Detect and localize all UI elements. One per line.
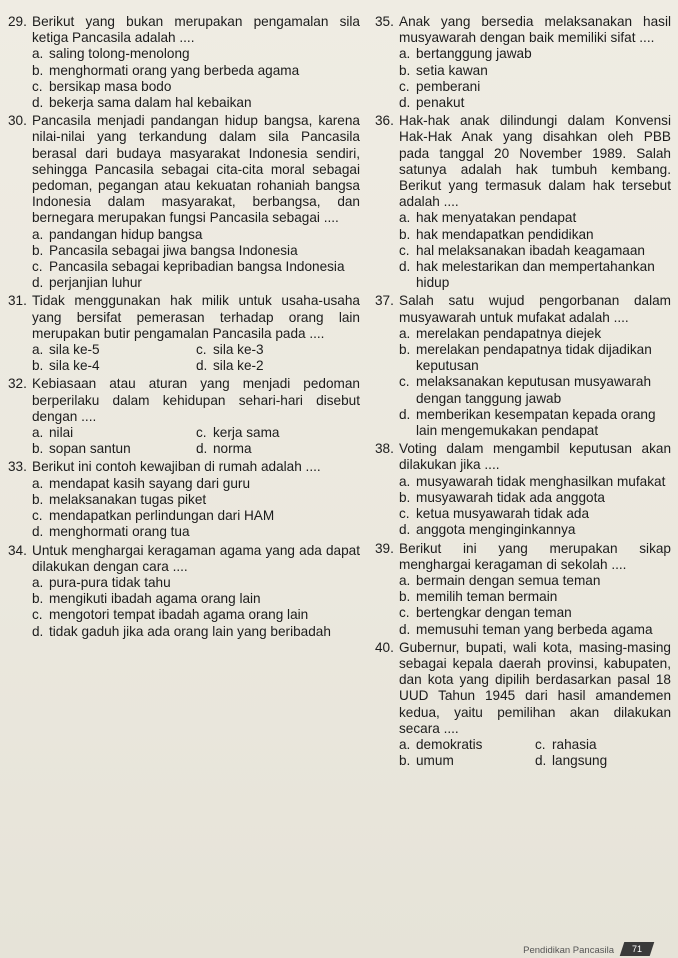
answer-option xyxy=(399,95,671,111)
answer-option xyxy=(32,607,360,623)
option-letter: d. xyxy=(399,406,411,422)
option-text: langsung xyxy=(552,753,608,769)
option-letter: d. xyxy=(399,621,411,637)
answer-option xyxy=(535,753,671,769)
question-number: 30. xyxy=(8,113,27,129)
question-stem xyxy=(8,376,360,425)
question-stem xyxy=(375,293,671,325)
answer-option xyxy=(399,326,671,342)
answer-options xyxy=(375,46,671,111)
answer-options xyxy=(8,227,360,292)
question-text: Gubernur, bupati, wali kota, masing-masing sebagai kepala daerah provinsi, kabupaten, dan kota yang dipilih berdasarkan pasal 18 UUD Tahun 1945 dari hasil amandemen kedua, yaitu pemilihan akan dilakukan secara .... xyxy=(399,639,671,736)
option-letter: c. xyxy=(32,508,43,524)
answer-options xyxy=(8,342,360,374)
option-text: Pancasila sebagai kepribadian bangsa Indonesia xyxy=(49,259,345,275)
option-text: hak menyatakan pendapat xyxy=(416,210,577,226)
answer-option xyxy=(32,63,360,79)
option-letter: b. xyxy=(399,342,411,358)
option-letter: a. xyxy=(399,325,411,341)
question-stem xyxy=(8,459,360,475)
question-number: 32. xyxy=(8,376,27,392)
answer-options xyxy=(8,46,360,111)
question-text: Tidak menggunakan hak milik untuk usaha-usaha yang bersifat pemerasan terhadap orang lain merupakan butir pengamalan Pancasila pada .... xyxy=(32,293,360,341)
question-33 xyxy=(8,459,360,540)
option-text: ketua musyawarah tidak ada xyxy=(416,506,590,522)
answer-option xyxy=(399,622,671,638)
option-letter: d. xyxy=(399,259,411,275)
answer-option xyxy=(399,753,535,769)
question-number: 31. xyxy=(8,293,27,309)
option-text: penakut xyxy=(416,95,465,111)
answer-options xyxy=(375,573,671,638)
option-letter: c. xyxy=(399,78,410,94)
question-text: Berikut ini yang merupakan sikap menghargai keragaman di sekolah .... xyxy=(399,540,671,572)
option-text: sila ke-2 xyxy=(213,358,264,374)
question-number: 38. xyxy=(375,441,394,457)
answer-options xyxy=(8,476,360,541)
answer-options xyxy=(8,425,360,457)
option-letter: c. xyxy=(399,374,410,390)
option-text: mendapatkan perlindungan dari HAM xyxy=(49,508,275,524)
option-text: norma xyxy=(213,441,252,457)
question-30 xyxy=(8,113,360,291)
question-number: 40. xyxy=(375,639,394,655)
option-text: pura-pura tidak tahu xyxy=(49,574,171,590)
option-text: hak mendapatkan pendidikan xyxy=(416,226,594,242)
option-text: memusuhi teman yang berbeda agama xyxy=(416,621,653,637)
option-text: sila ke-5 xyxy=(49,342,100,358)
option-text: sila ke-3 xyxy=(213,342,264,358)
question-stem xyxy=(375,113,671,210)
answer-option xyxy=(399,79,671,95)
option-text: sopan santun xyxy=(49,441,131,457)
answer-option xyxy=(399,259,671,291)
option-letter: d. xyxy=(196,358,208,374)
answer-option xyxy=(32,441,196,457)
option-letter: c. xyxy=(399,605,410,621)
question-29 xyxy=(8,14,360,111)
option-text: sila ke-4 xyxy=(49,358,100,374)
answer-options xyxy=(8,575,360,640)
left-column xyxy=(8,14,360,642)
question-text: Anak yang bersedia melaksanakan hasil musyawarah dengan baik memiliki sifat .... xyxy=(399,14,671,46)
answer-option xyxy=(32,425,196,441)
option-letter: b. xyxy=(399,489,411,505)
option-text: mengotori tempat ibadah agama orang lain xyxy=(49,607,309,623)
question-31 xyxy=(8,293,360,374)
question-text: Berikut yang bukan merupakan pengamalan sila ketiga Pancasila adalah .... xyxy=(32,14,360,46)
answer-option xyxy=(32,243,360,259)
option-letter: a. xyxy=(32,475,44,491)
question-text: Pancasila menjadi pandangan hidup bangsa, karena nilai-nilai yang terkandung dalam sila Pancasila berasal dari budaya masyarakat Indonesia sendiri, sehingga Pancasila sebagai cita-cita moral sebagai pedoman, pegangan atau kekuatan rohaniah bangsa Indonesia dalam masyarakat, berbangsa, dan bernegara merupakan fungsi Pancasila sebagai .... xyxy=(32,113,360,226)
answer-option xyxy=(196,425,360,441)
option-text: bekerja sama dalam hal kebaikan xyxy=(49,95,252,111)
question-stem xyxy=(375,541,671,573)
answer-option xyxy=(32,275,360,291)
answer-option xyxy=(399,522,671,538)
option-letter: b. xyxy=(399,226,411,242)
option-text: bermain dengan semua teman xyxy=(416,572,601,588)
answer-option xyxy=(399,589,671,605)
option-text: umum xyxy=(416,753,454,769)
option-letter: a. xyxy=(32,574,44,590)
option-text: melaksanakan tugas piket xyxy=(49,491,207,507)
option-text: nilai xyxy=(49,425,74,441)
answer-option xyxy=(399,342,671,374)
answer-options xyxy=(375,326,671,439)
option-letter: a. xyxy=(32,342,44,358)
option-letter: a. xyxy=(32,226,44,242)
option-letter: a. xyxy=(399,572,411,588)
option-text: hak melestarikan dan mempertahankan hidup xyxy=(416,259,655,291)
option-letter: b. xyxy=(399,753,411,769)
option-text: memberikan kesempatan kepada orang lain mengemukakan pendapat xyxy=(416,406,656,439)
option-text: bertanggung jawab xyxy=(416,46,532,62)
option-letter: d. xyxy=(399,522,411,538)
option-letter: b. xyxy=(32,491,44,507)
answer-option xyxy=(32,492,360,508)
page-footer xyxy=(523,942,652,956)
answer-option xyxy=(32,79,360,95)
option-letter: d. xyxy=(535,753,547,769)
question-text: Hak-hak anak dilindungi dalam Konvensi Hak-Hak Anak yang disahkan oleh PBB pada tanggal 20 November 1989. Salah satunya adalah hak tumbuh kembang. Berikut yang termasuk dalam hak tersebut adalah .... xyxy=(399,113,671,210)
question-stem xyxy=(8,293,360,342)
answer-option xyxy=(32,508,360,524)
question-number: 39. xyxy=(375,540,394,556)
answer-options xyxy=(375,210,671,291)
question-stem xyxy=(375,441,671,473)
option-text: mendapat kasih sayang dari guru xyxy=(49,475,251,491)
option-letter: a. xyxy=(399,736,411,752)
option-letter: d. xyxy=(32,95,44,111)
option-letter: d. xyxy=(32,524,44,540)
option-letter: c. xyxy=(399,242,410,258)
question-text: Berikut ini contoh kewajiban di rumah adalah .... xyxy=(32,459,321,475)
option-text: melaksanakan keputusan musyawarah dengan tanggung jawab xyxy=(416,374,652,406)
question-number: 29. xyxy=(8,14,27,29)
answer-option xyxy=(196,342,360,358)
option-letter: c. xyxy=(32,78,43,94)
option-text: memilih teman bermain xyxy=(416,589,558,605)
option-letter: d. xyxy=(399,95,411,111)
question-39 xyxy=(375,541,671,638)
option-text: merelakan pendapatnya diejek xyxy=(416,325,602,341)
option-letter: c. xyxy=(196,342,207,358)
option-letter: d. xyxy=(32,623,44,639)
option-letter: d. xyxy=(32,275,44,291)
answer-option xyxy=(399,490,671,506)
answer-option xyxy=(32,227,360,243)
answer-option xyxy=(399,474,671,490)
answer-option xyxy=(196,441,360,457)
question-text: Salah satu wujud pengorbanan dalam musyawarah untuk mufakat adalah .... xyxy=(399,293,671,325)
option-text: anggota menginginkannya xyxy=(416,522,576,538)
option-text: musyawarah tidak ada anggota xyxy=(416,489,605,505)
answer-option xyxy=(32,46,360,62)
option-letter: a. xyxy=(399,210,411,226)
option-letter: b. xyxy=(399,62,411,78)
answer-option xyxy=(32,259,360,275)
question-text: Kebiasaan atau aturan yang menjadi pedoman berperilaku dalam kehidupan sehari-hari disebut dengan .... xyxy=(32,376,360,424)
answer-option xyxy=(399,737,535,753)
option-letter: b. xyxy=(399,589,411,605)
option-text: bersikap masa bodo xyxy=(49,78,172,94)
option-text: tidak gaduh jika ada orang lain yang beribadah xyxy=(49,623,331,639)
question-stem xyxy=(8,14,360,46)
option-letter: c. xyxy=(399,506,410,522)
answer-option xyxy=(32,624,360,640)
question-text: Untuk menghargai keragaman agama yang ada dapat dilakukan dengan cara .... xyxy=(32,542,360,574)
answer-option xyxy=(196,358,360,374)
answer-option xyxy=(32,358,196,374)
option-letter: b. xyxy=(32,62,44,78)
answer-option xyxy=(32,476,360,492)
question-number: 35. xyxy=(375,14,394,29)
option-text: rahasia xyxy=(552,736,597,752)
question-stem xyxy=(375,640,671,737)
option-text: menghormati orang tua xyxy=(49,524,190,540)
answer-option xyxy=(32,575,360,591)
option-letter: d. xyxy=(196,441,208,457)
answer-option xyxy=(32,591,360,607)
question-stem xyxy=(375,14,671,46)
option-letter: b. xyxy=(32,358,44,374)
option-text: perjanjian luhur xyxy=(49,275,142,291)
option-letter: a. xyxy=(399,473,411,489)
question-stem xyxy=(8,113,360,226)
option-letter: a. xyxy=(32,46,44,62)
option-letter: a. xyxy=(399,46,411,62)
option-letter: b. xyxy=(32,242,44,258)
option-text: bertengkar dengan teman xyxy=(416,605,572,621)
option-text: pemberani xyxy=(416,78,481,94)
question-text: Voting dalam mengambil keputusan akan dilakukan jika .... xyxy=(399,441,671,473)
question-number: 36. xyxy=(375,113,394,129)
option-text: merelakan pendapatnya tidak dijadikan keputusan xyxy=(416,342,652,374)
option-text: menghormati orang yang berbeda agama xyxy=(49,62,300,78)
option-text: musyawarah tidak menghasilkan mufakat xyxy=(416,473,666,489)
question-35 xyxy=(375,14,671,111)
option-text: setia kawan xyxy=(416,62,488,78)
question-number: 33. xyxy=(8,459,27,475)
answer-option xyxy=(399,407,671,439)
option-letter: c. xyxy=(196,425,207,441)
question-number: 34. xyxy=(8,542,27,558)
option-text: Pancasila sebagai jiwa bangsa Indonesia xyxy=(49,242,298,258)
answer-option xyxy=(399,243,671,259)
question-36 xyxy=(375,113,671,291)
question-37 xyxy=(375,293,671,439)
option-letter: a. xyxy=(32,425,44,441)
option-letter: b. xyxy=(32,441,44,457)
answer-option xyxy=(399,46,671,62)
answer-option xyxy=(399,506,671,522)
option-text: mengikuti ibadah agama orang lain xyxy=(49,591,261,607)
option-letter: c. xyxy=(32,607,43,623)
answer-options xyxy=(375,737,671,769)
answer-option xyxy=(399,227,671,243)
page-number: 71 xyxy=(631,944,642,954)
answer-option xyxy=(399,573,671,589)
option-text: pandangan hidup bangsa xyxy=(49,226,203,242)
answer-option xyxy=(32,342,196,358)
answer-option xyxy=(399,374,671,406)
question-number: 37. xyxy=(375,293,394,309)
answer-option xyxy=(399,210,671,226)
option-letter: b. xyxy=(32,591,44,607)
footer-subject: Pendidikan Pancasila xyxy=(523,945,614,956)
answer-option xyxy=(399,63,671,79)
page-number-badge xyxy=(620,942,655,956)
question-stem xyxy=(8,543,360,575)
option-letter: c. xyxy=(32,259,43,275)
option-text: kerja sama xyxy=(213,425,280,441)
question-32 xyxy=(8,376,360,457)
right-column xyxy=(375,14,671,771)
question-34 xyxy=(8,543,360,640)
answer-option xyxy=(32,524,360,540)
option-text: hal melaksanakan ibadah keagamaan xyxy=(416,242,645,258)
answer-option xyxy=(535,737,671,753)
option-text: demokratis xyxy=(416,736,483,752)
question-38 xyxy=(375,441,671,538)
answer-option xyxy=(32,95,360,111)
option-letter: c. xyxy=(535,736,546,752)
answer-options xyxy=(375,474,671,539)
option-text: saling tolong-menolong xyxy=(49,46,190,62)
answer-option xyxy=(399,605,671,621)
question-40 xyxy=(375,640,671,770)
